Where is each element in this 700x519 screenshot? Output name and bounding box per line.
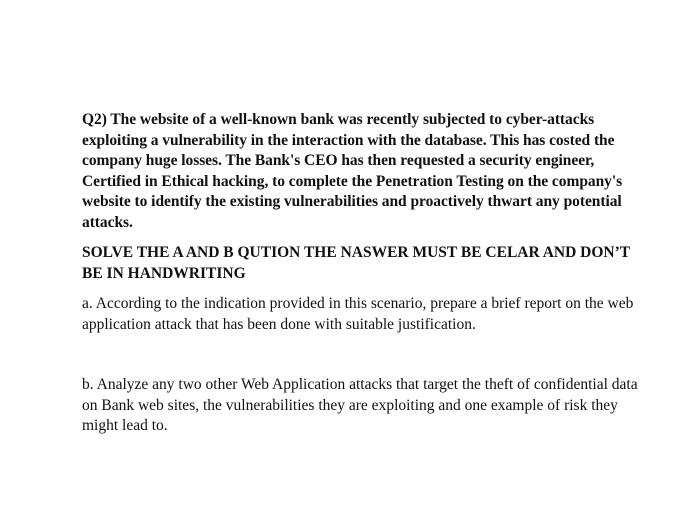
question-text: Q2) The website of a well-known bank was recently subjected to cyber-attacks exploiting a vulnerability in the interaction with the database. This has costed the company huge losses. The Bank's CEO has then requested a security engineer, Certified in Ethical hacking, to complete the Penetration Testing on the company's website to identify the existing vulnerabilities and proactively thwart any potential attacks.	[82, 111, 623, 231]
instruction-text: SOLVE THE A AND B QUTION THE NASWER MUST BE CELAR AND DON’T BE IN HANDWRITING	[82, 244, 630, 282]
part-b-text: b. Analyze any two other Web Application attacks that target the theft of confidential data on Bank web sites, the vulnerabilities they are exploiting and one example of risk they might lead to.	[82, 376, 638, 434]
part-a-text: a. According to the indication provided in this scenario, prepare a brief report on the web application attack that has been done with suitable justification.	[82, 295, 634, 333]
document-body	[82, 110, 652, 437]
